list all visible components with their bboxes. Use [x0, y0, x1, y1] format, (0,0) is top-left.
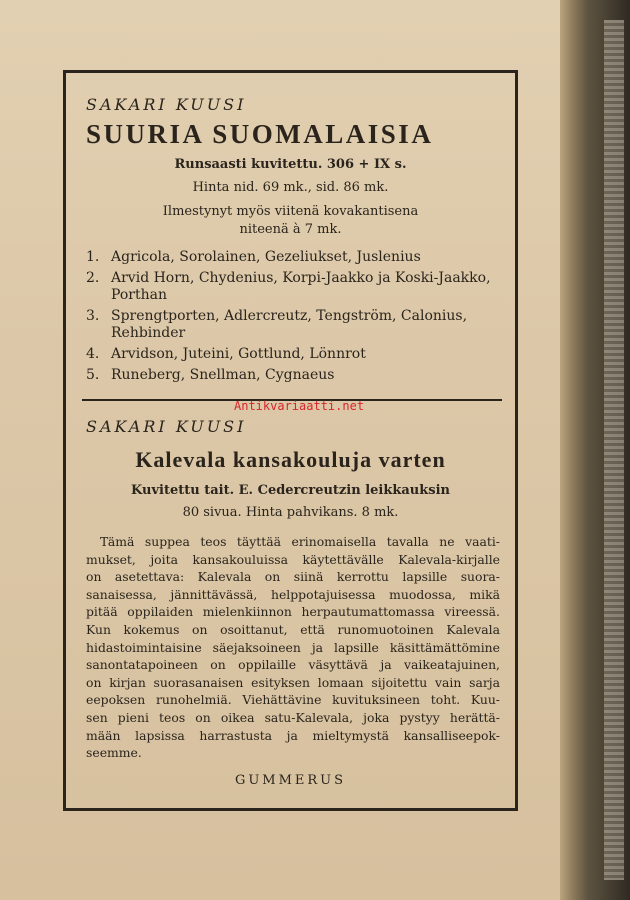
watermark: Antikvariaatti.net — [234, 399, 365, 413]
book1-details: Runsaasti kuvitettu. 306 + IX s. — [174, 157, 407, 172]
volume-text: Agricola, Sorolainen, Gezeliukset, Juslenius — [111, 249, 421, 265]
book1-price: Hinta nid. 69 mk., sid. 86 mk. — [192, 180, 389, 195]
volume-number: 1. — [86, 249, 100, 265]
advertisement-frame — [63, 70, 518, 811]
volume-list — [86, 249, 506, 388]
list-item — [86, 249, 506, 266]
volume-number: 3. — [86, 308, 100, 324]
description-line: on kirjan suorasanaisen esityksen lomaan sijoitettu vain sarja — [86, 674, 500, 690]
volume-text: Runeberg, Snellman, Cygnaeus — [111, 367, 335, 383]
list-item — [86, 308, 506, 342]
list-item — [86, 367, 506, 384]
description-line: Kun kokemus on osoittanut, että runomuotoinen Kalevala — [86, 621, 500, 637]
book2-author: SAKARI KUUSI — [86, 417, 247, 436]
description-line: mukset, joita kansakouluissa käytettävälle Kalevala-kirjalle — [86, 551, 500, 567]
publisher-name: GUMMERUS — [234, 773, 347, 788]
volume-text: Sprengtporten, Adlercreutz, Tengström, Calonius, Rehbinder — [111, 308, 468, 341]
book1-author: SAKARI KUUSI — [86, 95, 247, 114]
list-item — [86, 270, 506, 304]
book1-note-line2: niteenä à 7 mk. — [239, 222, 342, 237]
volume-text: Arvid Horn, Chydenius, Korpi-Jaakko ja Koski-Jaakko, Porthan — [111, 270, 491, 303]
description-line: hidastoimintaisine säejaksoineen ja lapsille käsittämättömine — [86, 639, 500, 655]
description-line: eepoksen runohelmiä. Viehättävine kuvituksineen toht. Kuu- — [86, 692, 500, 708]
book1-title: SUURIA SUOMALAISIA — [86, 119, 434, 149]
description-line: sanontatapoineen on oppilaille väsyttävä ja vaikeatajuinen, — [86, 657, 500, 673]
volume-number: 2. — [86, 270, 100, 286]
book2-details: Kuvitettu tait. E. Cedercreutzin leikkauksin — [131, 483, 450, 498]
book1-note-line1: Ilmestynyt myös viitenä kovakantisena — [162, 204, 419, 219]
book2-price: 80 sivua. Hinta pahvikans. 8 mk. — [182, 505, 399, 520]
volume-text: Arvidson, Juteini, Gottlund, Lönnrot — [111, 346, 366, 362]
list-item — [86, 346, 506, 363]
description-line: pitää oppilaiden mielenkiinnon herpautumattomassa vireessä. — [86, 604, 500, 620]
description-line: seemme. — [86, 745, 142, 761]
description-line: on asetettava: Kalevala on siinä kerrottu lapsille suora- — [86, 569, 500, 585]
description-line: mään lapsissa harrastusta ja mieltymystä kansalliseepok- — [86, 727, 500, 743]
spine-worn-edge — [604, 20, 624, 880]
volume-number: 5. — [86, 367, 100, 383]
volume-number: 4. — [86, 346, 100, 362]
description-line: sen pieni teos on oikea satu-Kalevala, joka pystyy herättä- — [86, 709, 500, 725]
book2-description — [86, 533, 500, 762]
description-line: Tämä suppea teos täyttää erinomaisella tavalla ne vaati- — [100, 534, 500, 549]
description-line: sanaisessa, jännittävässä, helppotajuisessa muodossa, mikä — [86, 586, 500, 602]
book2-title: Kalevala kansakouluja varten — [135, 447, 446, 472]
